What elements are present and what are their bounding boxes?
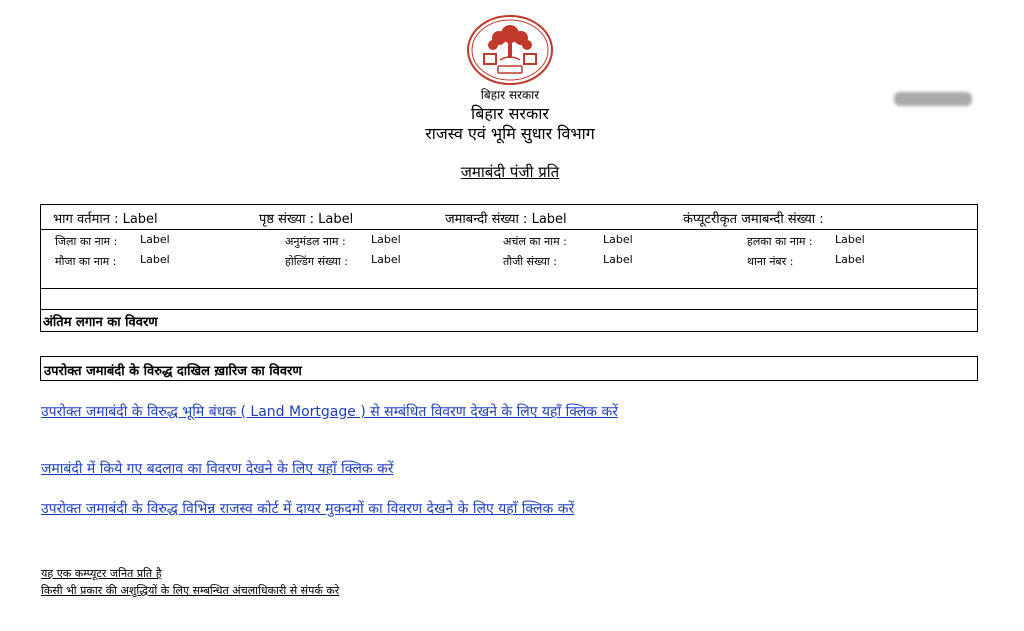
thana-value: Label	[835, 253, 865, 266]
tauji-label: तौजी संख्या :	[503, 255, 557, 268]
jamabandi-changes-link[interactable]: जमाबंदी में किये गए बदलाव का विवरण देखने के लिए यहाँ क्लिक करें	[41, 461, 394, 477]
anumandal-label: अनुमंडल नाम :	[285, 235, 346, 248]
land-mortgage-link[interactable]: उपरोक्त जमाबंदी के विरुद्ध भूमि बंधक ( Land Mortgage ) से सम्बंधित विवरण देखने के लिए यहाँ क्लिक करें	[41, 404, 618, 420]
footer-contact-note: किसी भी प्रकार की अशुद्धियों के लिए सम्बन्धित अंचलाधिकारी से संपर्क करे	[41, 584, 340, 597]
anumandal-value: Label	[371, 233, 401, 246]
department-name: राजस्व एवं भूमि सुधार विभाग	[425, 124, 595, 143]
jamabandi-field: जमाबन्दी संख्या : Label	[445, 212, 567, 227]
jila-label: जिला का नाम :	[55, 235, 118, 248]
mauja-label: मौजा का नाम :	[55, 255, 117, 268]
tauji-value: Label	[603, 253, 633, 266]
jila-value: Label	[140, 233, 170, 246]
anchal-label: अचंल का नाम :	[503, 235, 567, 248]
lagan-heading: अंतिम लगान का विवरण	[43, 315, 158, 330]
mauja-value: Label	[140, 253, 170, 266]
halka-label: हलका का नाम :	[747, 235, 813, 248]
thana-label: थाना नंबर :	[747, 255, 794, 268]
lagan-section	[41, 310, 977, 331]
anchal-value: Label	[603, 233, 633, 246]
halka-value: Label	[835, 233, 865, 246]
record-details	[41, 230, 977, 289]
computer-jamabandi-field: कंप्यूटरीकृत जमाबन्दी संख्या :	[683, 212, 824, 227]
court-cases-link[interactable]: उपरोक्त जमाबंदी के विरुद्ध विभिन्न राजस्व कोर्ट में दायर मुकदमों का विवरण देखने के लिए यहाँ क्लिक करें	[41, 501, 575, 517]
khariz-section-heading: उपरोक्त जमाबंदी के विरुद्ध दाखिल ख़ारिज का विवरण	[40, 356, 978, 381]
bihar-government-emblem	[466, 14, 554, 86]
prishth-field: पृष्ठ संख्या : Label	[259, 212, 354, 227]
holding-value: Label	[371, 253, 401, 266]
empty-row	[41, 289, 977, 310]
bhag-field: भाग वर्तमान : Label	[53, 212, 158, 227]
government-name: बिहार सरकार	[471, 104, 549, 123]
record-header-row	[41, 205, 977, 230]
footer-computer-generated: यह एक कम्प्यूटर जनित प्रति है	[41, 567, 162, 580]
emblem-caption: बिहार सरकार	[480, 88, 540, 102]
redacted-text	[894, 92, 972, 106]
document-title: जमाबंदी पंजी प्रति	[460, 163, 560, 181]
holding-label: होल्डिंग संख्या :	[285, 255, 348, 268]
record-table	[40, 204, 978, 332]
